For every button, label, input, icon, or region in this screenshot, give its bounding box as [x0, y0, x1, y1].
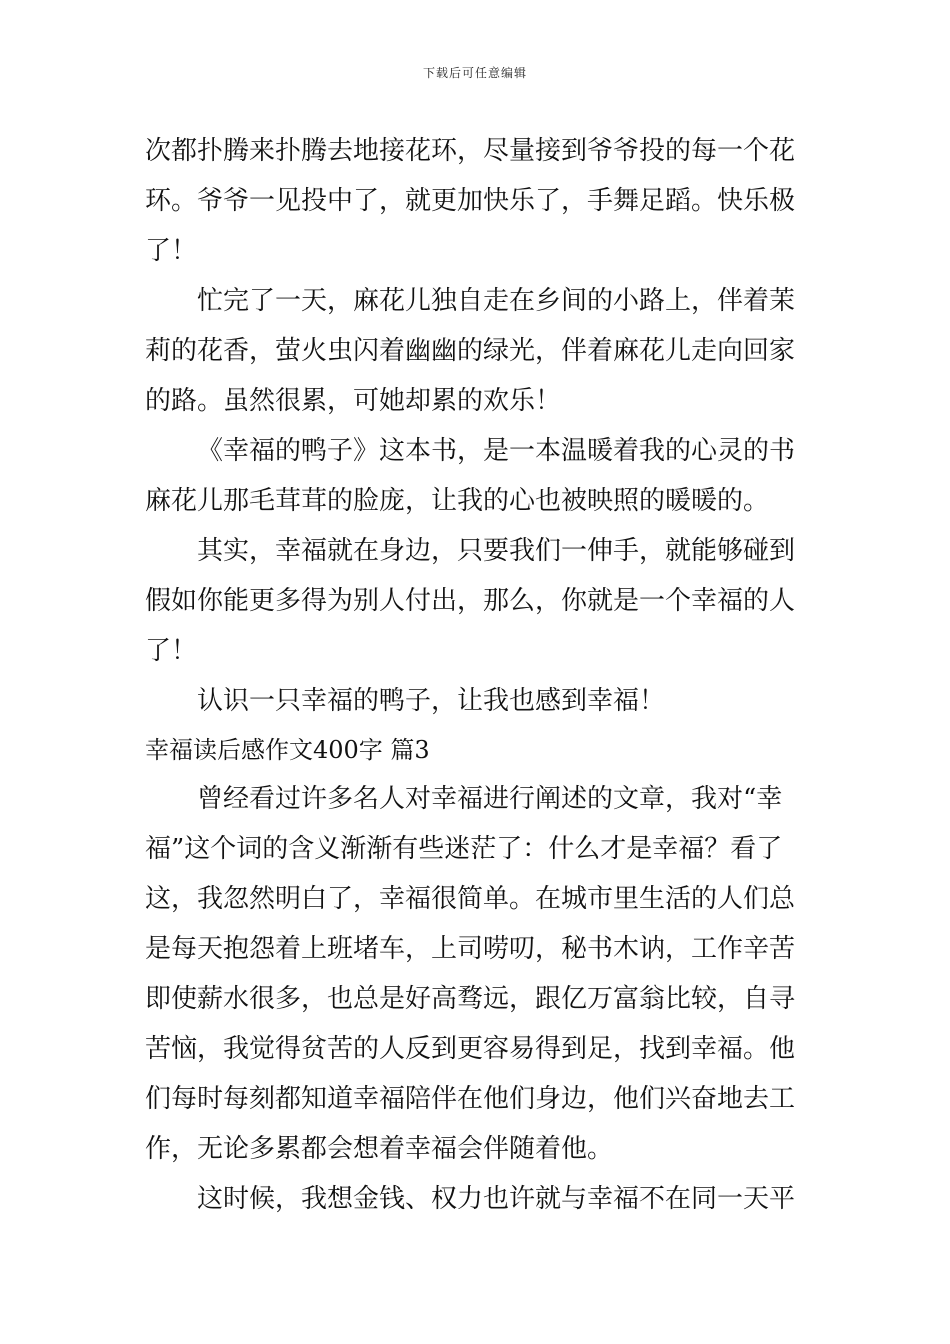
text-line: 次都扑腾来扑腾去地接花环，尽量接到爷爷投的每一个花 — [145, 136, 796, 166]
text-line: 们每时每刻都知道幸福陪伴在他们身边，他们兴奋地去工 — [145, 1084, 796, 1114]
text-line: 环。爷爷一见投中了，就更加快乐了，手舞足蹈。快乐极 — [145, 186, 796, 216]
page-header: 下载后可任意编辑 — [422, 66, 527, 80]
text-line: 苦恼，我觉得贫苦的人反到更容易得到足，找到幸福。他 — [145, 1034, 796, 1064]
text-line: 了！ — [145, 636, 198, 666]
paragraph-start: 认识一只幸福的鸭子，让我也感到幸福！ — [197, 686, 666, 716]
document-body — [145, 126, 810, 1224]
text-line: 假如你能更多得为别人付出，那么，你就是一个幸福的人 — [145, 586, 796, 616]
paragraph-start: 《幸福的鸭子》这本书，是一本温暖着我的心灵的书 — [197, 436, 796, 466]
text-line: 即使薪水很多，也总是好高骛远，跟亿万富翁比较，自寻 — [145, 984, 796, 1014]
text-line: 莉的花香，萤火虫闪着幽幽的绿光，伴着麻花儿走向回家 — [145, 336, 796, 366]
text-line: 福”这个词的含义渐渐有些迷茫了：什么才是幸福？看了 — [145, 834, 783, 864]
paragraph-start: 忙完了一天，麻花儿独自走在乡间的小路上，伴着茉 — [197, 286, 796, 316]
text-line: 作，无论多累都会想着幸福会伴随着他。 — [145, 1134, 614, 1164]
paragraph-start: 其实，幸福就在身边，只要我们一伸手，就能够碰到 — [197, 536, 796, 566]
text-line: 麻花儿那毛茸茸的脸庞，让我的心也被映照的暖暖的。 — [145, 486, 770, 516]
text-line: 这，我忽然明白了，幸福很简单。在城市里生活的人们总 — [145, 884, 796, 914]
section-heading: 幸福读后感作文400字 篇3 — [145, 736, 430, 764]
paragraph-start: 曾经看过许多名人对幸福进行阐述的文章，我对“幸 — [197, 784, 783, 814]
text-line: 的路。虽然很累，可她却累的欢乐！ — [145, 386, 562, 416]
paragraph-start: 这时候，我想金钱、权力也许就与幸福不在同一天平 — [197, 1184, 796, 1214]
text-line: 了！ — [145, 236, 198, 266]
text-line: 是每天抱怨着上班堵车，上司唠叨，秘书木讷，工作辛苦 — [145, 934, 796, 964]
